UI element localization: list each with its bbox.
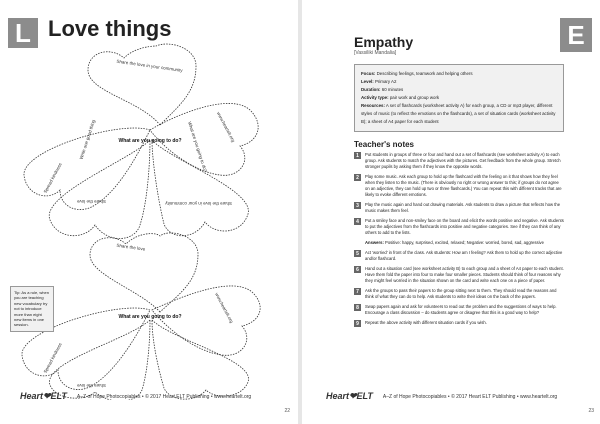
step-text: Act 'worried' in front of the class. Ask students: How am I feeling? Ask them to hold up the correct adjective and/or flashcard. xyxy=(365,250,563,261)
step-text: Swap papers again and ask for volunteers to read out the problem and the suggestions of ways to help. Encourage a class discussion – do students agree or disagree that this is a good way to help? xyxy=(365,304,557,315)
step-text: Put students in groups of three or four and hand out a set of flashcards (see worksheet activity A) to each group. Ask students to match the adjectives with the pictures. Get feedback from the whole group. Stretch stronger pupils by asking them if they know the opposite words. xyxy=(365,152,561,169)
duration-value: 60 minutes xyxy=(381,87,404,92)
step-number: 7 xyxy=(354,288,361,295)
heart-bottom-2b xyxy=(152,320,249,399)
left-page xyxy=(0,0,298,424)
steps-list xyxy=(354,152,564,331)
heart-text-left-2: Spread kindness xyxy=(42,342,63,374)
heart-text-left-small-1: Write one good thing xyxy=(78,119,97,161)
activity-value: pair work and group work xyxy=(389,95,440,100)
heart-text-bottom-1b: Share the love in your community xyxy=(165,201,232,206)
center-question-2: What are you going to do? xyxy=(118,314,182,320)
heart-text-bottom-2: Share the love xyxy=(76,383,106,388)
page-title: Love things xyxy=(48,16,172,41)
center-question-1: What are you going to do? xyxy=(118,138,182,144)
step-number: 3 xyxy=(354,202,361,209)
heart-bottom-1 xyxy=(49,140,150,239)
step-number: 8 xyxy=(354,304,361,311)
hearts-illustration xyxy=(0,0,298,400)
section-tab-e: E xyxy=(560,18,592,52)
resources-value: A set of flashcards (worksheet activity A) for each group, a CD or mp3 player, different styles of music (to reflect the emotions on the flashcards), a set of situation cards (worksheet activity B); a sheet of A4 paper for each student xyxy=(361,103,556,124)
heart-text-top-1: Share the love in your community xyxy=(116,58,183,73)
page-title: Empathy xyxy=(354,34,414,50)
page-number-left: 22 xyxy=(284,408,290,414)
step-item xyxy=(354,266,564,284)
step-item xyxy=(354,320,564,327)
step-item xyxy=(354,288,564,300)
footer-text: A–Z of Hope Photocopiables • © 2017 Heart ELT Publishing • www.heartelt.org xyxy=(382,393,558,400)
step-text: Play some music. Ask each group to hold up the flashcard with the feeling on it that shows how they feel when they listen to the music. (There is obviously no right or wrong answer to this; if groups do not agree on an adjective, they can hold up two or three flashcards.) You can repeat this with different tracks that are likely to evoke different emotions. xyxy=(365,174,562,197)
page-number-right: 23 xyxy=(588,408,594,414)
step-number: 5 xyxy=(354,250,361,257)
focus-value: Describing feelings, teamwork and helping others xyxy=(376,71,473,76)
duration-label: Duration: xyxy=(361,87,381,92)
step-item xyxy=(354,250,564,262)
footer-right xyxy=(326,391,557,402)
step-number: 4 xyxy=(354,218,361,225)
step-item xyxy=(354,152,564,170)
footer-left xyxy=(20,391,251,402)
heart-top-1 xyxy=(88,44,196,125)
resources-label: Resources: xyxy=(361,103,385,108)
author: [Vassiliki Mandalia] xyxy=(354,50,397,56)
step-item xyxy=(354,174,564,198)
right-page xyxy=(302,0,600,424)
step-text: Play the music again and hand out drawing materials. Ask students to draw a picture that reflects how the music makes them feel. xyxy=(365,202,561,213)
heart-text-right-1: www.heartelt.org xyxy=(215,110,236,143)
step-number: 6 xyxy=(354,266,361,273)
brand-logo: Heart❤ELT xyxy=(326,391,373,401)
section-tab-l: L xyxy=(8,18,38,48)
heart-text-left-1: Spread kindness xyxy=(42,162,63,194)
step-item xyxy=(354,304,564,316)
activity-label: Activity type: xyxy=(361,95,389,100)
answers-label: Answers: xyxy=(365,240,384,245)
heart-text-right-2: www.heartelt.org xyxy=(214,291,235,324)
answers xyxy=(365,240,564,246)
tip-box: Tip: As a rule, when you are teaching new vocabulary try not to introduce more than eight new items in one session. xyxy=(10,286,54,332)
answers-text: Positive: happy, surprised, excited, relaxed; Negative: worried, bored, sad, aggressive xyxy=(385,240,544,245)
lesson-info-box xyxy=(354,64,564,132)
step-item xyxy=(354,218,564,236)
heart-right-2 xyxy=(152,286,260,355)
step-number: 1 xyxy=(354,152,361,159)
step-text: Hand out a situation card (see worksheet activity B) to each group and a sheet of A4 paper to each student. Have them fold the paper into four to make four smaller pieces. Students should think of four reasons why they might feel worried in the situation shown on the card and write each one on a piece of paper. xyxy=(365,266,564,283)
heart-text-bottom-1: Share the love xyxy=(76,199,106,204)
step-text: Repeat the above activity with different situation cards if you wish. xyxy=(365,320,487,325)
step-text: Ask the groups to pass their papers to the group sitting next to them. They should read the reasons and think of what they can do to help. Ask students to write their ideas on the back of the papers. xyxy=(365,288,557,299)
brand-logo: Heart❤ELT xyxy=(20,391,67,401)
heart-text-top-2: Share the love xyxy=(116,242,146,252)
step-number: 9 xyxy=(354,320,361,327)
focus-label: Focus: xyxy=(361,71,376,76)
heart-top-2 xyxy=(90,233,198,312)
footer-text: A–Z of Hope Photocopiables • © 2017 Heart ELT Publishing • www.heartelt.org xyxy=(76,393,252,400)
step-number: 2 xyxy=(354,174,361,181)
level-value: Primary A2 xyxy=(374,79,397,84)
step-text: Put a smiley face and non-smiley face on the board and elicit the words positive and negative. Ask students to put the adjectives from the flashcards into positive and negative categories. See if they can think of any others to add to the lists. xyxy=(365,218,564,235)
level-label: Level: xyxy=(361,79,374,84)
step-item xyxy=(354,202,564,214)
heart-text-right-small-1: What are you going to do? xyxy=(187,120,209,173)
teachers-notes-title: Teacher's notes xyxy=(354,140,414,149)
